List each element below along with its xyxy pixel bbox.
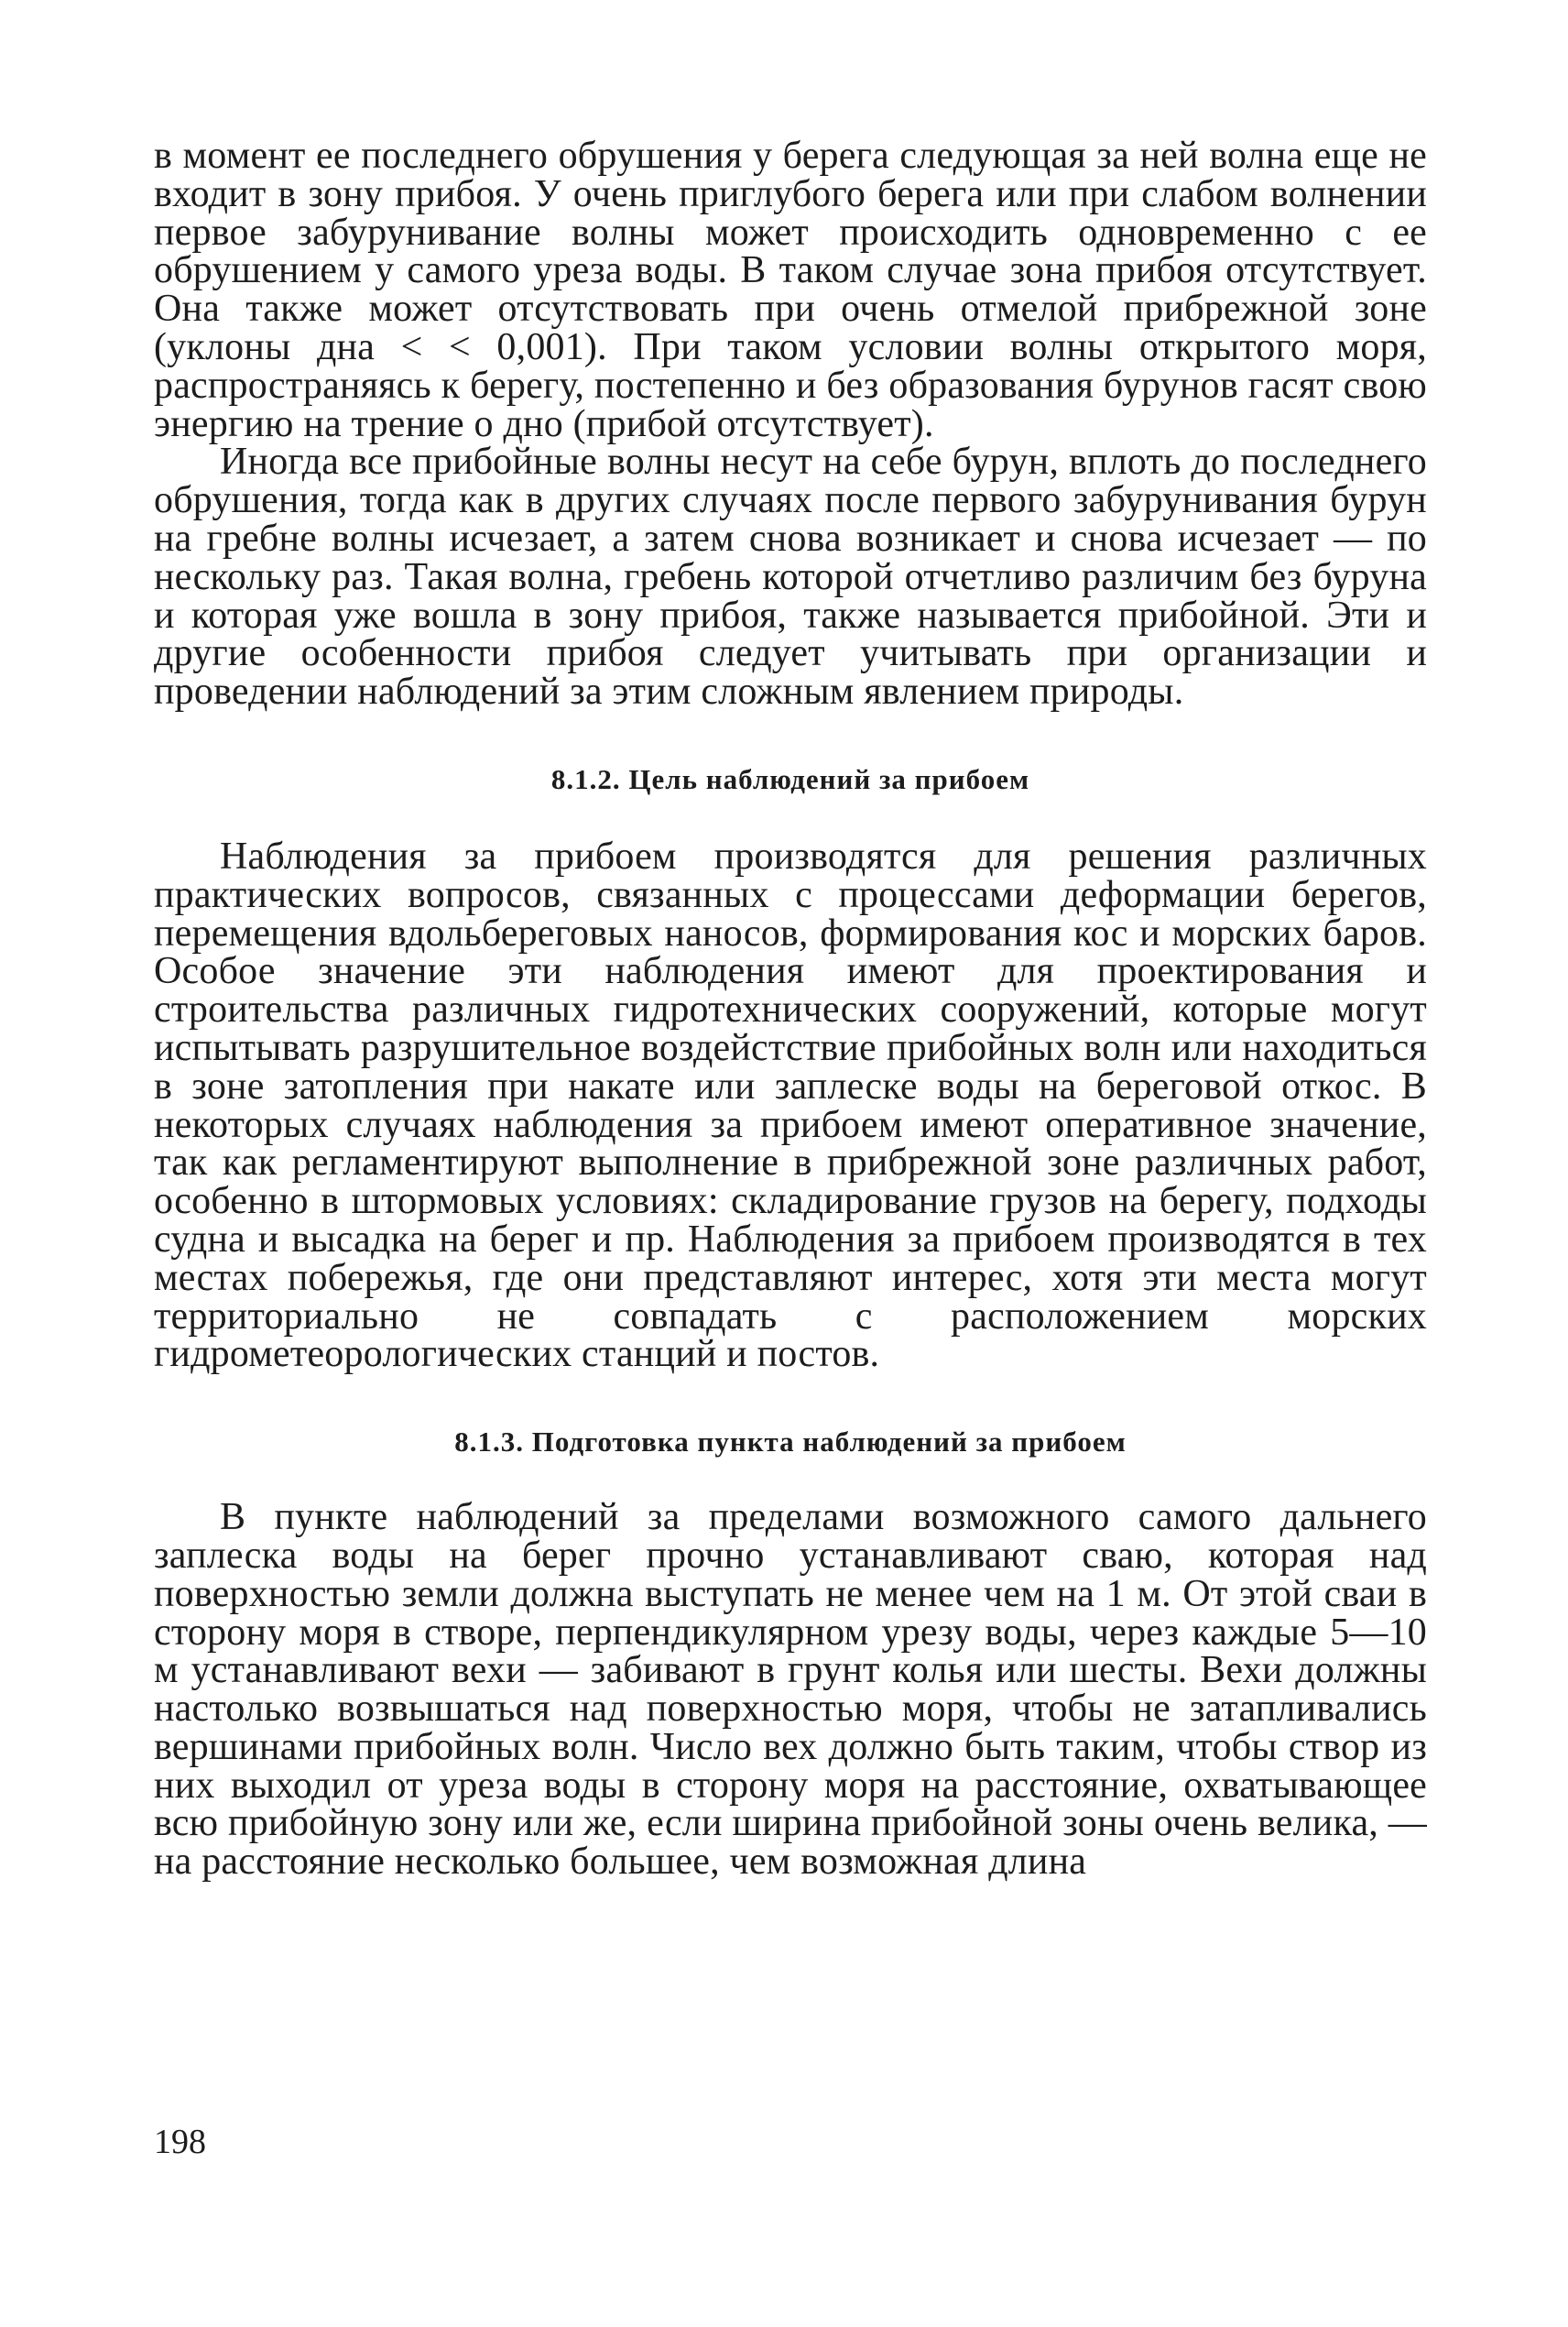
section-heading-8-1-3: 8.1.3. Подготовка пункта наблюдений за прибоем [454,1426,1127,1458]
paragraph-station-preparation: В пункте наблюдений за пределами возможного самого дальнего заплеска воды на берег прочно устанавливают сваю, которая над поверхностью земли должна выступать не менее чем на 1 м. От этой сваи в сторону моря в створе, перпендикулярном урезу воды, через каждые 5—10 м устанавливают вехи — забивают в грунт колья или шесты. Вехи должны настолько возвышаться над поверхностью моря, чтобы не затапливались вершинами прибойных волн. Число вех должно быть таким, чтобы створ из них выходил от уреза воды в сторону моря на расстояние, охватывающее всю прибойную зону или же, если ширина прибойной зоны очень велика, — на расстояние несколько большее, чем возможная длина [154,1496,1427,1884]
paragraph-continued: в момент ее последнего обрушения у берега следующая за ней волна еще не входит в зону прибоя. У очень приглубого берега или при слабом волнении первое забурунивание волны может происходить одновременно с ее обрушением у самого уреза воды. В таком случае зона прибоя отсутствует. Она также может отсутствовать при очень отмелой прибрежной зоне (уклоны дна < < 0,001). При таком условии волны открытого моря, распространяясь к берегу, постепенно и без образования бурунов гасят свою энергию на трение о дно (прибой отсутствует). [154,135,1427,445]
paragraph-observation-purpose: Наблюдения за прибоем производятся для решения различных практических вопросов, связанных с процессами деформации берегов, перемещения вдольбереговых наносов, формирования кос и морских баров. Особое значение эти наблюдения имеют для проектирования и строительства различных гидротехнических сооружений, которые могут испытывать разрушительное воздейстствие прибойных волн или находиться в зоне затопления при накате или заплеске воды на береговой откос. В некоторых случаях наблюдения за прибоем имеют оперативное значение, так как регламентируют выполнение в прибрежной зоне различных работ, особенно в штормовых условиях: складирование грузов на берегу, подходы судна и высадка на берег и пр. Наблюдения за прибоем производятся в тех местах побережья, где они представляют интерес, хотя эти места могут территориально не совпадать с расположением морских гидрометеорологических станций и постов. [154,835,1427,1376]
section-heading-8-1-2: 8.1.2. Цель наблюдений за прибоем [550,762,1030,795]
page-number: 198 [154,2123,206,2161]
document-page [154,137,1427,1882]
paragraph-breakers: Иногда все прибойные волны несут на себе бурун, вплоть до последнего обрушения, тогда как в других случаях после первого забурунивания бурун на гребне волны исчезает, а затем снова возникает и снова исчезает — по нескольку раз. Такая волна, гребень которой отчетливо различим без буруна и которая уже вошла в зону прибоя, также называется прибойной. Эти и другие особенности прибоя следует учитывать при организации и проведении наблюдений за этим сложным явлением природы. [154,441,1427,714]
